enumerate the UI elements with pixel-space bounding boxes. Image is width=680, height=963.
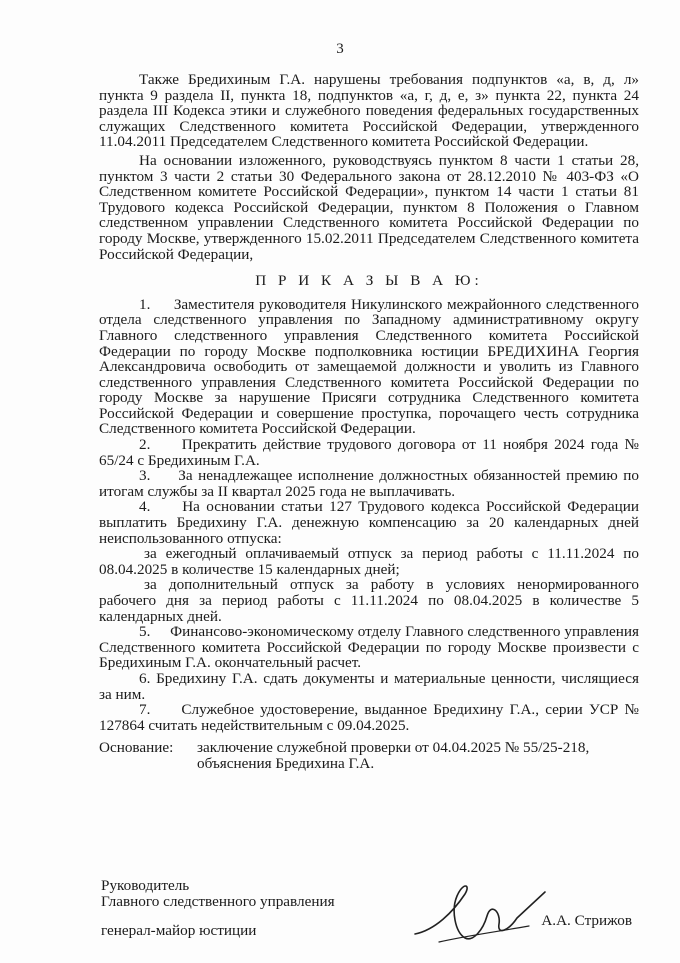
order-item-6: 6. Бредихину Г.А. сдать документы и материальные ценности, числящиеся за ним.	[99, 669, 639, 703]
order-item-4-sub-additional-leave: за дополнительный отпуск за работу в условиях ненормированного рабочего дня за период работы с 11.11.2024 по 08.04.2025 в количестве 5 календарных дней.	[99, 576, 639, 625]
signature-block	[101, 878, 661, 939]
signatory-title-line-2: Главного следственного управления	[101, 893, 335, 910]
order-item-7: 7. Служебное удостоверение, выданное Бредихину Г.А., серии УСР № 127864 считать недействительным с 09.04.2025.	[99, 701, 639, 734]
order-item-4-sub-annual-leave: за ежегодный оплачиваемый отпуск за период работы с 11.11.2024 по 08.04.2025 в количестве 15 календарных дней;	[99, 545, 639, 578]
basis-block	[99, 740, 639, 771]
order-item-4: 4. На основании статьи 127 Трудового кодекса Российской Федерации выплатить Бредихину Г.А. денежную компенсацию за 20 календарных дней неиспользованного отпуска:	[99, 498, 639, 547]
signatory-rank: генерал-майор юстиции	[101, 922, 257, 939]
signatory-title-line-1: Руководитель	[101, 877, 190, 894]
basis-line-2: объяснения Бредихина Г.А.	[197, 754, 375, 772]
basis-line-1: заключение служебной проверки от 04.04.2025 № 55/25-218,	[197, 739, 590, 757]
order-title: П Р И К А З Ы В А Ю:	[255, 272, 483, 290]
basis-text	[197, 740, 639, 771]
handwritten-signature	[405, 872, 555, 952]
order-item-1: 1. Заместителя руководителя Никулинского межрайонного следственного отдела следственного управления по Западному административному округу Главного следственного управления Следственного комитета Российской Федерации по городу Москве подполковника юстиции БРЕДИХИНА Георгия Александровича освободить от замещаемой должности и уволить из Главного следственного управления Следственного комитета Российской Федерации по городу Москве за нарушение Присяги сотрудника Следственного комитета Российской Федерации и совершение проступка, порочащего честь сотрудника Следственного комитета Российской Федерации.	[99, 295, 639, 438]
order-item-2: 2. Прекратить действие трудового договора от 11 ноября 2024 года № 65/24 с Бредихиным Г.А.	[99, 436, 639, 469]
order-item-5: 5. Финансово-экономическому отделу Главного следственного управления Следственного комитета Российской Федерации по городу Москве произвести с Бредихиным Г.А. окончательный расчет.	[99, 623, 639, 672]
page-number: 3	[336, 41, 344, 57]
order-item-3: 3. За ненадлежащее исполнение должностных обязанностей премию по итогам службы за II квартал 2025 года не выплачивать.	[99, 467, 639, 500]
intro-paragraph-grounds: На основании изложенного, руководствуясь пунктом 8 части 1 статьи 28, пунктом 3 части 2 статьи 30 Федерального закона от 28.12.2010 № 403-ФЗ «О Следственном комитете Российской Федерации», пунктом 14 части 1 статьи 81 Трудового кодекса Российской Федерации, пунктом 8 Положения о Главном следственном управлении Следственного комитета Российской Федерации по городу Москве, утвержденного 15.02.2011 Председателем Следственного комитета Российской Федерации,	[99, 151, 639, 263]
basis-label: Основание:	[99, 739, 174, 757]
intro-paragraph-violations: Также Бредихиным Г.А. нарушены требования подпунктов «а, в, д, л» пункта 9 раздела II, пункта 18, подпунктов «а, г, д, е, з» пункта 22, пункта 24 раздела III Кодекса этики и служебного поведения федеральных государственных служащих Следственного комитета Российской Федерации, утвержденного 11.04.2011 Председателем Следственного комитета Российской Федерации.	[99, 71, 639, 151]
document-body	[99, 72, 639, 772]
signatory-name: А.А. Стрижов	[541, 912, 632, 929]
